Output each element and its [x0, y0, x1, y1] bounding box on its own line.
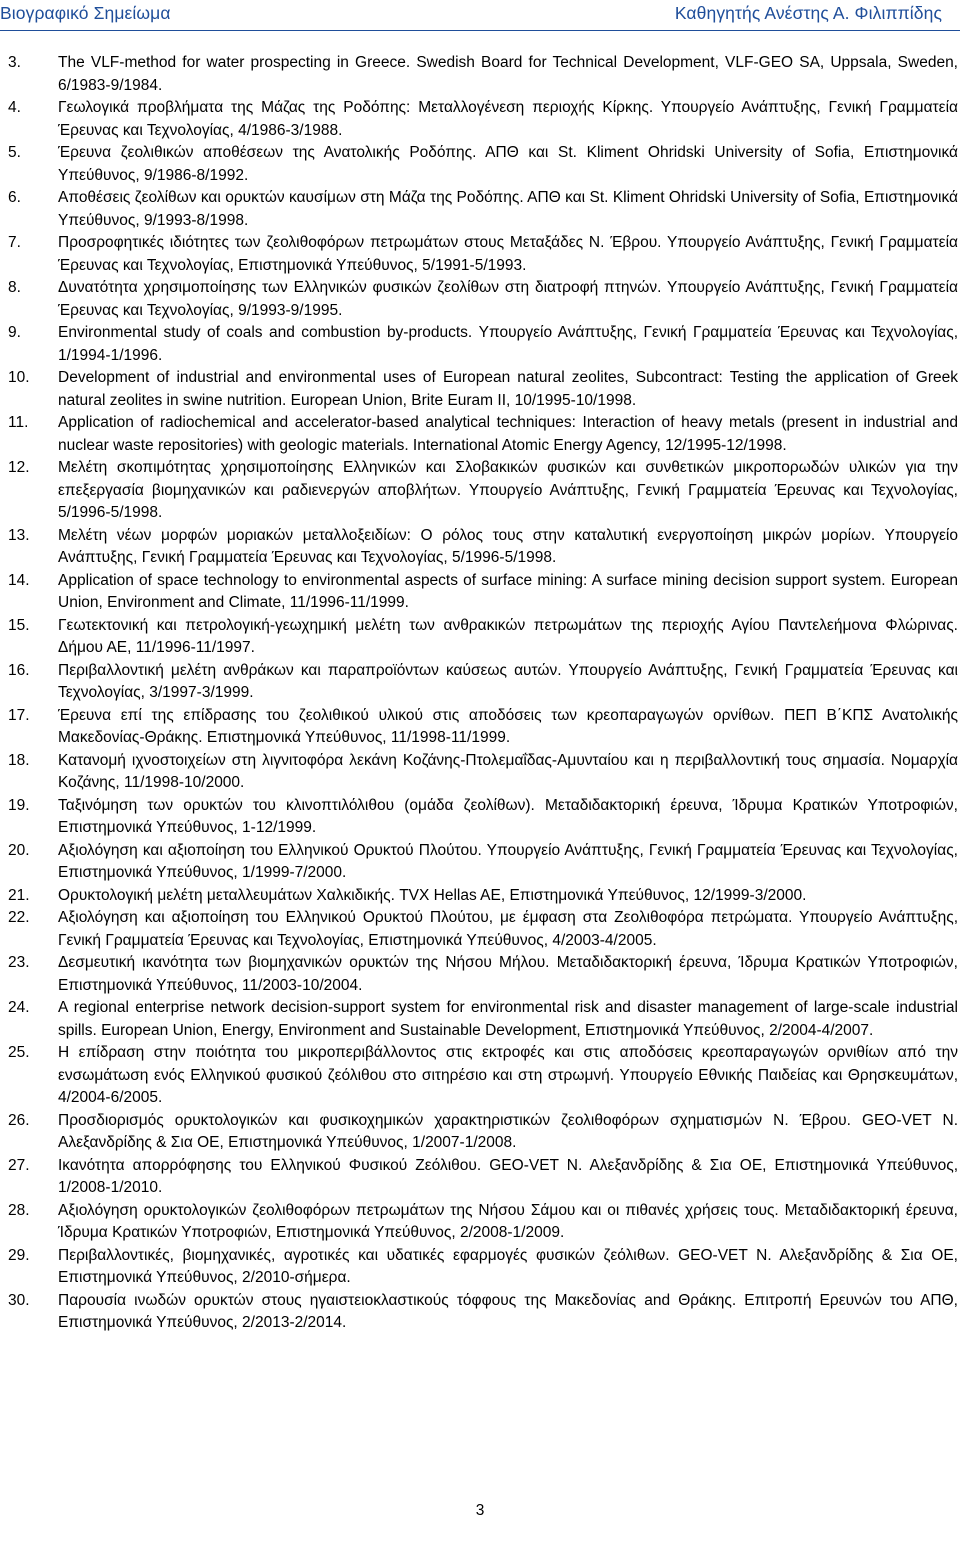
list-item-number: 22.	[8, 909, 30, 926]
list-item	[0, 660, 958, 705]
header-author-name: Καθηγητής Ανέστης Α. Φιλιππίδης	[674, 3, 942, 23]
list-item-text: A regional enterprise network decision-support system for environmental risk and disaster management of large-scale industrial spills. European Union, Energy, Environment and Sustainable Development, Επιστημονικά Υπεύθυνος, 2/2004-4/2007.	[58, 999, 958, 1039]
list-item	[0, 1155, 958, 1200]
list-item	[0, 322, 958, 367]
list-item-number: 23.	[8, 954, 30, 971]
list-item-number: 20.	[8, 841, 30, 859]
list-item-number: 11.	[8, 414, 29, 431]
list-item-number: 27.	[8, 1156, 30, 1174]
list-item-number: 25.	[8, 1044, 30, 1061]
list-item	[0, 1245, 958, 1290]
list-item	[0, 412, 958, 457]
list-item-text: Περιβαλλοντική μελέτη ανθράκων και παραπροϊόντων καύσεως αυτών. Υπουργείο Ανάπτυξης, Γενική Γραμματεία Έρευνας και Τεχνολογίας, 3/1997-3/1999.	[58, 661, 958, 701]
list-item	[0, 525, 958, 570]
list-item-text: The VLF-method for water prospecting in Greece. Swedish Board for Technical Development, VLF-GEO SA, Uppsala, Sweden, 6/1983-9/1984.	[58, 54, 958, 94]
list-item-text: Αποθέσεις ζεολίθων και ορυκτών καυσίμων στη Μάζα της Ροδόπης. ΑΠΘ και St. Kliment Ohridski University of Sofia, Επιστημονικά Υπεύθυνος, 9/1993-8/1998.	[58, 189, 958, 229]
list-item-number: 24.	[8, 999, 30, 1016]
list-item	[0, 142, 958, 187]
list-item	[0, 187, 958, 232]
list-item	[0, 1290, 958, 1335]
list-item	[0, 457, 958, 525]
list-item-text: Γεωτεκτονική και πετρολογική-γεωχημική μελέτη των ανθρακικών πετρωμάτων της περιοχής Αγίου Παντελεήμονα Φλώρινας. Δήμου ΑΕ, 11/1996-11/1997.	[58, 616, 958, 656]
list-item	[0, 750, 958, 795]
list-item	[0, 705, 958, 750]
list-item-text: Προσδιορισμός ορυκτολογικών και φυσικοχημικών χαρακτηριστικών ζεολιθοφόρων σχηματισμών Ν. Έβρου. GEO-VET Ν. Αλεξανδρίδης & Σια ΟΕ, Επιστημονικά Υπεύθυνος, 1/2007-1/2008.	[58, 1111, 958, 1151]
list-item	[0, 840, 958, 885]
list-item	[0, 232, 958, 277]
list-item	[0, 1110, 958, 1155]
list-item	[0, 795, 958, 840]
list-item-number: 5.	[8, 144, 21, 161]
list-item-text: Έρευνα επί της επίδρασης του ζεολιθικού υλικού στις αποδόσεις των κρεοπαραγωγών ορνίθων. ΠΕΠ Β΄ΚΠΣ Ανατολικής Μακεδονίας-Θράκης. Επιστημονικά Υπεύθυνος, 11/1998-11/1999.	[58, 706, 958, 746]
list-item-text: Δεσμευτική ικανότητα των βιομηχανικών ορυκτών της Νήσου Μήλου. Μεταδιδακτορική έρευνα, Ίδρυμα Κρατικών Υποτροφιών, Επιστημονικά Υπεύθυνος, 11/2003-10/2004.	[58, 954, 958, 994]
list-item-text: Δυνατότητα χρησιμοποίησης των Ελληνικών φυσικών ζεολίθων στη διατροφή πτηνών. Υπουργείο Ανάπτυξης, Γενική Γραμματεία Έρευνας και Τεχνολογίας, 9/1993-9/1995.	[58, 279, 958, 319]
list-item-text: Έρευνα ζεολιθικών αποθέσεων της Ανατολικής Ροδόπης. ΑΠΘ και St. Kliment Ohridski University of Sofia, Επιστημονικά Υπεύθυνος, 9/1986-8/1992.	[58, 144, 958, 184]
list-item-number: 18.	[8, 751, 30, 769]
list-item-number: 13.	[8, 526, 30, 544]
list-item-number: 15.	[8, 616, 30, 634]
list-item-text: Μελέτη νέων μορφών μοριακών μεταλλοξειδίων: Ο ρόλος τους στην καταλυτική ενεργοποίηση μικρών μορίων. Υπουργείο Ανάπτυξης, Γενική Γραμματεία Έρευνας και Τεχνολογίας, 5/1996-5/1998.	[58, 526, 958, 566]
list-item-number: 3.	[8, 54, 21, 71]
list-item-text: Προσροφητικές ιδιότητες των ζεολιθοφόρων πετρωμάτων στους Μεταξάδες Ν. Έβρου. Υπουργείο Ανάπτυξης, Γενική Γραμματεία Έρευνας και Τεχνολογίας, Επιστημονικά Υπεύθυνος, 5/1991-5/1993.	[58, 234, 958, 274]
list-item-text: Μελέτη σκοπιμότητας χρησιμοποίησης Ελληνικών και Σλοβακικών φυσικών και συνθετικών μικροπορωδών υλικών για την επεξεργασία βιομηχανικών και ραδιενεργών αποβλήτων. Υπουργείο Ανάπτυξης, Γενική Γραμματεία Έρευνας και Τεχνολογίας, 5/1996-5/1998.	[58, 459, 958, 521]
list-item-text: Environmental study of coals and combustion by-products. Υπουργείο Ανάπτυξης, Γενική Γραμματεία Έρευνας και Τεχνολογίας, 1/1994-1/1996.	[58, 324, 958, 364]
list-item-number: 8.	[8, 279, 21, 296]
list-item-number: 19.	[8, 796, 30, 814]
list-item-text: Η επίδραση στην ποιότητα του μικροπεριβάλλοντος στις εκτροφές και στις αποδόσεις κρεοπαραγωγών ορνιθίων από την ενσωμάτωση ενός Ελληνικού φυσικού ζεόλιθου στο σιτηρέσιο και στη στρωμνή. Υπουργείο Εθνικής Παιδείας και Θρησκευμάτων, 4/2004-6/2005.	[58, 1044, 958, 1106]
list-item-text: Κατανομή ιχνοστοιχείων στη λιγνιτοφόρα λεκάνη Κοζάνης-Πτολεμαΐδας-Αμυνταίου και η περιβαλλοντική τους σημασία. Νομαρχία Κοζάνης, 11/1998-10/2000.	[58, 751, 958, 791]
list-item-text: Ταξινόμηση των ορυκτών του κλινοπτιλόλιθου (ομάδα ζεολίθων). Μεταδιδακτορική έρευνα, Ίδρυμα Κρατικών Υποτροφιών, Επιστημονικά Υπεύθυνος, 1-12/1999.	[58, 796, 958, 836]
list-item	[0, 952, 958, 997]
list-item-text: Ικανότητα απορρόφησης του Ελληνικού Φυσικού Ζεόλιθου. GEO-VET Ν. Αλεξανδρίδης & Σια ΟΕ, Επιστημονικά Υπεύθυνος, 1/2008-1/2010.	[58, 1156, 958, 1196]
list-item-number: 12.	[8, 459, 30, 476]
list-item-text: Αξιολόγηση και αξιοποίηση του Ελληνικού Ορυκτού Πλούτου, με έμφαση στα Ζεολιθοφόρα πετρώματα. Υπουργείο Ανάπτυξης, Γενική Γραμματεία Έρευνας και Τεχνολογίας, Επιστημονικά Υπεύθυνος, 4/2003-4/2005.	[58, 909, 958, 949]
list-item-number: 28.	[8, 1201, 30, 1219]
list-item	[0, 367, 958, 412]
list-item-number: 17.	[8, 706, 30, 724]
list-item-number: 6.	[8, 189, 21, 206]
page-number: 3	[475, 1502, 485, 1519]
list-item-number: 29.	[8, 1246, 30, 1264]
list-item-number: 21.	[8, 886, 30, 904]
list-item-number: 10.	[8, 369, 30, 386]
list-item	[0, 1200, 958, 1245]
list-item-text: Αξιολόγηση ορυκτολογικών ζεολιθοφόρων πετρωμάτων της Νήσου Σάμου και οι πιθανές χρήσεις τους. Μεταδιδακτορική έρευνα, Ίδρυμα Κρατικών Υποτροφιών, Επιστημονικά Υπεύθυνος, 2/2008-1/2009.	[58, 1201, 958, 1241]
list-item-text: Ορυκτολογική μελέτη μεταλλευμάτων Χαλκιδικής. TVX Hellas AE, Επιστημονικά Υπεύθυνος, 12/1999-3/2000.	[58, 886, 807, 904]
list-item	[0, 277, 958, 322]
list-item	[0, 907, 958, 952]
list-item-text: Περιβαλλοντικές, βιομηχανικές, αγροτικές και υδατικές εφαρμογές φυσικών ζεόλιθων. GEO-VET Ν. Αλεξανδρίδης & Σια ΟΕ, Επιστημονικά Υπεύθυνος, 2/2010-σήμερα.	[58, 1246, 958, 1286]
research-projects-list	[0, 52, 958, 1335]
list-item-number: 16.	[8, 661, 30, 679]
list-item	[0, 615, 958, 660]
list-item-number: 30.	[8, 1291, 30, 1309]
list-item-text: Γεωλογικά προβλήματα της Μάζας της Ροδόπης: Μεταλλογένεση περιοχής Κίρκης. Υπουργείο Ανάπτυξης, Γενική Γραμματεία Έρευνας και Τεχνολογίας, 4/1986-3/1988.	[58, 99, 958, 139]
list-item-number: 4.	[8, 99, 21, 116]
list-item-number: 26.	[8, 1111, 30, 1129]
list-item	[0, 997, 958, 1042]
list-item-text: Παρουσία ινωδών ορυκτών στους ηγαιστειοκλαστικούς τόφφους της Μακεδονίας and Θράκης. Επιτροπή Ερευνών του ΑΠΘ, Επιστημονικά Υπεύθυνος, 2/2013-2/2014.	[58, 1291, 958, 1331]
list-item-number: 9.	[8, 324, 21, 341]
header-document-title: Βιογραφικό Σημείωμα	[0, 3, 171, 23]
list-item	[0, 52, 958, 97]
list-item	[0, 570, 958, 615]
list-item-text: Αξιολόγηση και αξιοποίηση του Ελληνικού Ορυκτού Πλούτου. Υπουργείο Ανάπτυξης, Γενική Γραμματεία Έρευνας και Τεχνολογίας, Επιστημονικά Υπεύθυνος, 1/1999-7/2000.	[58, 841, 958, 881]
page-header	[0, 0, 960, 31]
list-item	[0, 97, 958, 142]
list-item-text: Application of radiochemical and accelerator-based analytical techniques: Interaction of heavy metals (present in industrial and nuclear waste repositories) with geologic materials. International Atomic Energy Agency, 12/1995-12/1998.	[58, 414, 958, 454]
list-item-text: Development of industrial and environmental uses of European natural zeolites, Subcontract: Testing the application of Greek natural zeolites in swine nutrition. European Union, Brite Euram II, 10/1995-10/1998.	[58, 369, 958, 409]
list-item	[0, 1042, 958, 1110]
list-item	[0, 885, 958, 908]
list-item-text: Application of space technology to environmental aspects of surface mining: A surface mining decision support system. European Union, Environment and Climate, 11/1996-11/1999.	[58, 571, 958, 611]
list-item-number: 14.	[8, 571, 30, 589]
list-item-number: 7.	[8, 234, 21, 251]
